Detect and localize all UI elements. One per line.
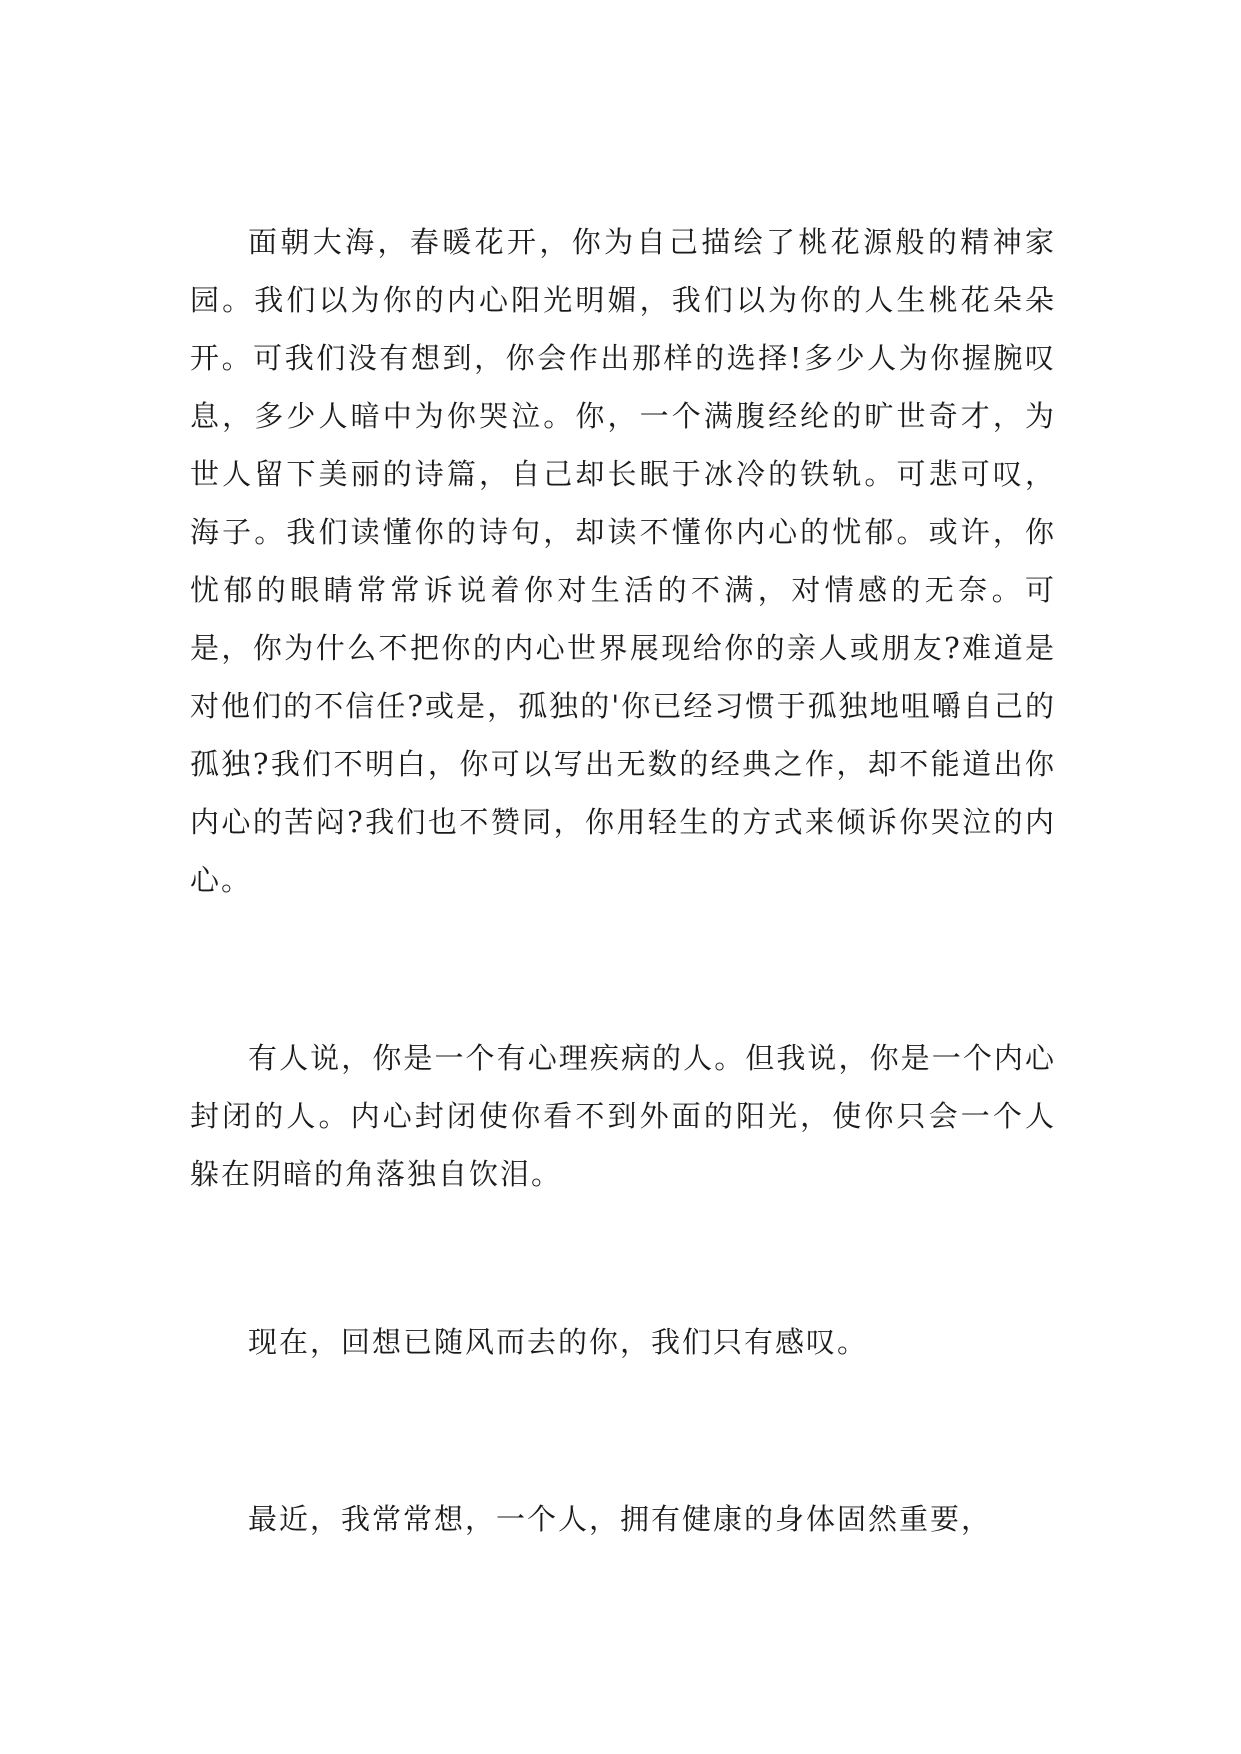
paragraph-2: 有人说，你是一个有心理疾病的人。但我说，你是一个内心封闭的人。内心封闭使你看不到外面的阳光，使你只会一个人躲在阴暗的角落独自饮泪。 <box>190 1041 1056 1191</box>
paragraph-3: 现在，回想已随风而去的你，我们只有感叹。 <box>248 1325 869 1359</box>
paragraph-4: 最近，我常常想，一个人，拥有健康的身体固然重要， <box>248 1502 993 1536</box>
paragraph-1: 面朝大海，春暖花开，你为自己描绘了桃花源般的精神家园。我们以为你的内心阳光明媚，我们以为你的人生桃花朵朵开。可我们没有想到，你会作出那样的选择!多少人为你握腕叹息，多少人暗中为你哭泣。你，一个满腹经纶的旷世奇才，为世人留下美丽的诗篇，自己却长眠于冰冷的铁轨。可悲可叹，海子。我们读懂你的诗句，却读不懂你内心的忧郁。或许，你忧郁的眼睛常常诉说着你对生活的不满，对情感的无奈。可是，你为什么不把你的内心世界展现给你的亲人或朋友?难道是对他们的不信任?或是，孤独的'你已经习惯于孤独地咀嚼自己的孤独?我们不明白，你可以写出无数的经典之作，却不能道出你内心的苦闷?我们也不赞同，你用轻生的方式来倾诉你哭泣的内心。 <box>190 225 1056 897</box>
